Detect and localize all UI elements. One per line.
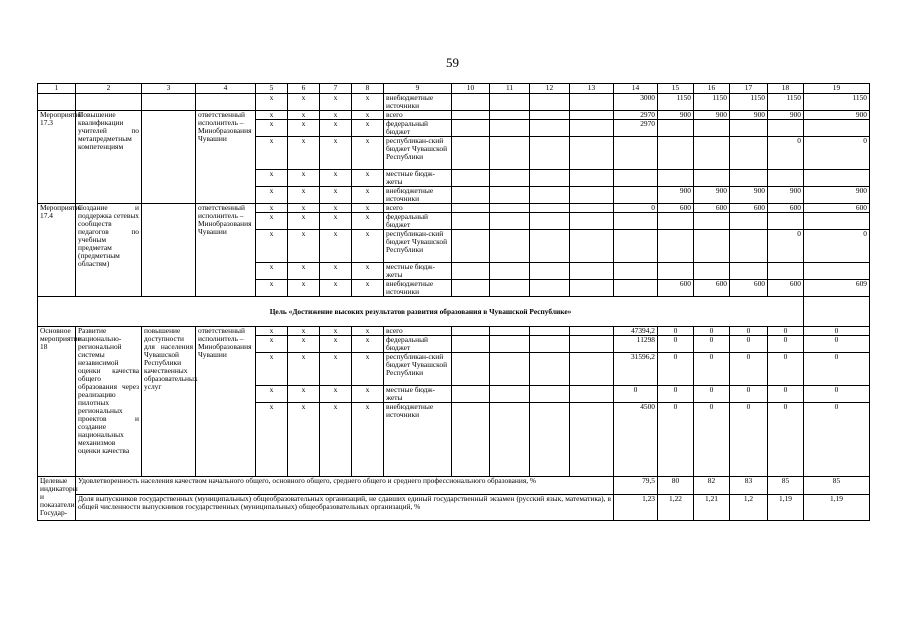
- value-cell: 1150: [730, 94, 768, 111]
- x-cell: x: [288, 353, 320, 386]
- value-cell: 85: [804, 477, 870, 495]
- x-cell: x: [352, 336, 384, 353]
- value-cell: 900: [730, 187, 768, 204]
- value-cell: 900: [694, 111, 730, 120]
- value-cell: 600: [658, 280, 694, 297]
- value-cell: 31596,2: [614, 353, 658, 386]
- x-cell: x: [256, 170, 288, 187]
- x-cell: x: [288, 94, 320, 111]
- source-label: всего: [384, 111, 452, 120]
- header-cell: 17: [730, 84, 768, 94]
- indicator-text: Удовлетворенность населения качеством начального общего, основного общего, среднего общего и среднего профессионального образования, %: [76, 477, 614, 495]
- header-cell: 5: [256, 84, 288, 94]
- value-cell: 600: [730, 280, 768, 297]
- x-cell: x: [288, 280, 320, 297]
- value-cell: 0: [694, 353, 730, 386]
- x-cell: x: [320, 111, 352, 120]
- header-cell: 12: [530, 84, 570, 94]
- value-cell: 0: [694, 336, 730, 353]
- program-table: [37, 83, 870, 521]
- x-cell: x: [288, 111, 320, 120]
- indicator-text: Доля выпускников государственных (муниципальных) общеобразовательных организаций, не сдавших единый государственный экзамен (русский язык, математика), в общей численности выпускников государственных (муниципальных) общеобразовательных организаций, %: [76, 495, 614, 521]
- value-cell: 600: [658, 204, 694, 213]
- x-cell: x: [256, 280, 288, 297]
- table-row: [38, 327, 870, 336]
- value-cell: 0: [694, 327, 730, 336]
- source-label: внебюджетные источники: [384, 280, 452, 297]
- x-cell: x: [288, 327, 320, 336]
- x-cell: x: [288, 170, 320, 187]
- source-label: республикан-ский бюджет Чувашской Республики: [384, 137, 452, 170]
- source-label: местные бюдж-жеты: [384, 263, 452, 280]
- x-cell: x: [320, 386, 352, 403]
- x-cell: x: [320, 263, 352, 280]
- x-cell: x: [256, 353, 288, 386]
- header-cell: 15: [658, 84, 694, 94]
- x-cell: x: [352, 280, 384, 297]
- x-cell: x: [288, 386, 320, 403]
- value-cell: 3000: [614, 94, 658, 111]
- x-cell: x: [288, 204, 320, 213]
- x-cell: x: [352, 353, 384, 386]
- header-cell: 4: [196, 84, 256, 94]
- x-cell: x: [256, 263, 288, 280]
- value-cell: 900: [658, 187, 694, 204]
- measure-name: Мероприятие 17.4: [38, 204, 76, 297]
- x-cell: x: [320, 137, 352, 170]
- x-cell: x: [352, 111, 384, 120]
- value-cell: 900: [658, 111, 694, 120]
- measure-executor: ответственный исполнитель – Минобразования Чувашии: [196, 204, 256, 297]
- x-cell: x: [352, 120, 384, 137]
- header-cell: 2: [76, 84, 142, 94]
- measure-name: Мероприятие 17.3: [38, 111, 76, 204]
- value-cell: 0: [804, 137, 870, 170]
- value-cell: 0: [768, 353, 804, 386]
- x-cell: x: [256, 213, 288, 230]
- value-cell: 1,22: [658, 495, 694, 521]
- source-label: всего: [384, 327, 452, 336]
- x-cell: x: [320, 94, 352, 111]
- value-cell: 85: [768, 477, 804, 495]
- table-row: [38, 94, 870, 111]
- value-cell: 600: [694, 280, 730, 297]
- measure-title: Развитие национально-региональной системы независимой оценки качества общего образования через реализацию пилотных региональных проектов и создание национальных механизмов оценки качества: [76, 327, 142, 477]
- x-cell: x: [352, 230, 384, 263]
- goal-row: [38, 297, 870, 327]
- header-cell: 19: [804, 84, 870, 94]
- x-cell: x: [256, 187, 288, 204]
- value-cell: 600: [804, 204, 870, 213]
- goal-title: Цель «Достижение высоких результатов развития образования в Чувашской Республике»: [38, 297, 804, 327]
- value-cell: 0: [658, 403, 694, 477]
- header-row: [38, 84, 870, 94]
- value-cell: 80: [658, 477, 694, 495]
- header-cell: 9: [384, 84, 452, 94]
- measure-goal: повышение доступности для населения Чувашской Республики качественных образовательных услуг: [142, 327, 196, 477]
- value-cell: 1150: [694, 94, 730, 111]
- value-cell: 47394,2: [614, 327, 658, 336]
- header-cell: 3: [142, 84, 196, 94]
- x-cell: x: [288, 137, 320, 170]
- measure-executor: ответственный исполнитель – Минобразования Чувашии: [196, 111, 256, 204]
- x-cell: x: [256, 111, 288, 120]
- x-cell: x: [320, 403, 352, 477]
- value-cell: 0: [768, 230, 804, 263]
- table-row: [38, 204, 870, 213]
- x-cell: x: [256, 403, 288, 477]
- value-cell: 0: [768, 137, 804, 170]
- value-cell: 900: [768, 111, 804, 120]
- source-label: местные бюдж-жеты: [384, 170, 452, 187]
- x-cell: x: [288, 187, 320, 204]
- value-cell: 1,21: [694, 495, 730, 521]
- table-row: [38, 111, 870, 120]
- header-cell: 10: [452, 84, 490, 94]
- source-label: всего: [384, 204, 452, 213]
- value-cell: 0: [694, 403, 730, 477]
- source-label: федеральный бюджет: [384, 120, 452, 137]
- x-cell: x: [320, 353, 352, 386]
- x-cell: x: [320, 327, 352, 336]
- x-cell: x: [288, 263, 320, 280]
- value-cell: 0: [694, 386, 730, 403]
- x-cell: x: [288, 230, 320, 263]
- value-cell: 1150: [768, 94, 804, 111]
- x-cell: x: [320, 204, 352, 213]
- value-cell: 0: [614, 204, 658, 213]
- x-cell: x: [320, 213, 352, 230]
- value-cell: 0: [804, 353, 870, 386]
- source-label: внебюджетные источники: [384, 403, 452, 477]
- value-cell: 900: [768, 187, 804, 204]
- x-cell: x: [320, 187, 352, 204]
- measure-title: Повышение квалификации учителей по метапредметным компетенциям: [76, 111, 142, 204]
- value-cell: 1,19: [804, 495, 870, 521]
- x-cell: x: [352, 403, 384, 477]
- x-cell: x: [288, 403, 320, 477]
- value-cell: 0: [804, 403, 870, 477]
- x-cell: x: [352, 327, 384, 336]
- value-cell: 0: [730, 403, 768, 477]
- x-cell: x: [320, 336, 352, 353]
- value-cell: 1,23: [614, 495, 658, 521]
- header-cell: 11: [490, 84, 530, 94]
- indicator-row: [38, 477, 870, 495]
- value-cell: 0: [730, 336, 768, 353]
- page-number: 59: [446, 55, 459, 70]
- source-label: местные бюдж-жеты: [384, 386, 452, 403]
- indicator-row: [38, 495, 870, 521]
- value-cell: 900: [804, 111, 870, 120]
- x-cell: x: [352, 213, 384, 230]
- value-cell: 11298: [614, 336, 658, 353]
- x-cell: x: [256, 386, 288, 403]
- x-cell: x: [256, 137, 288, 170]
- header-cell: 6: [288, 84, 320, 94]
- header-cell: 18: [768, 84, 804, 94]
- value-cell: 900: [804, 187, 870, 204]
- value-cell: 0: [658, 327, 694, 336]
- value-cell: 0: [768, 327, 804, 336]
- x-cell: x: [352, 170, 384, 187]
- value-cell: 0: [804, 230, 870, 263]
- measure-name: Основное мероприятие 18: [38, 327, 76, 477]
- x-cell: x: [320, 230, 352, 263]
- value-cell: 1150: [804, 94, 870, 111]
- value-cell: 0: [804, 386, 870, 403]
- value-cell: 900: [730, 111, 768, 120]
- x-cell: x: [352, 263, 384, 280]
- x-cell: x: [256, 94, 288, 111]
- x-cell: x: [352, 204, 384, 213]
- x-cell: x: [256, 336, 288, 353]
- value-cell: 79,5: [614, 477, 658, 495]
- source-label: внебюджетные источники: [384, 187, 452, 204]
- indicators-label: Целевые индикаторы и показатели Государ-: [38, 477, 76, 521]
- measure-executor: ответственный исполнитель – Минобразования Чувашии: [196, 327, 256, 477]
- x-cell: x: [256, 204, 288, 213]
- value-cell: 0: [730, 327, 768, 336]
- x-cell: x: [352, 187, 384, 204]
- value-cell: 600: [768, 204, 804, 213]
- value-cell: 900: [694, 187, 730, 204]
- value-cell: 600: [694, 204, 730, 213]
- source-label: федеральный бюджет: [384, 213, 452, 230]
- value-cell: 1,2: [730, 495, 768, 521]
- value-cell: 0: [658, 353, 694, 386]
- measure-title: Создание и поддержка сетевых сообществ педагогов по учебным предметам (предметным областям): [76, 204, 142, 297]
- x-cell: x: [288, 336, 320, 353]
- source-label: республикан-ский бюджет Чувашской Республики: [384, 230, 452, 263]
- value-cell: 600: [768, 280, 804, 297]
- x-cell: x: [288, 120, 320, 137]
- source-label: внебюджетные источники: [384, 94, 452, 111]
- x-cell: x: [352, 386, 384, 403]
- value-cell: 83: [730, 477, 768, 495]
- x-cell: x: [256, 120, 288, 137]
- x-cell: x: [288, 213, 320, 230]
- header-cell: 13: [570, 84, 614, 94]
- x-cell: x: [320, 170, 352, 187]
- x-cell: x: [352, 94, 384, 111]
- header-cell: 1: [38, 84, 76, 94]
- source-label: республикан-ский бюджет Чувашской Республики: [384, 353, 452, 386]
- header-cell: 16: [694, 84, 730, 94]
- value-cell: 0: [768, 386, 804, 403]
- value-cell: 0: [804, 327, 870, 336]
- value-cell: 0: [658, 386, 694, 403]
- value-cell: 0: [768, 403, 804, 477]
- value-cell: 600: [730, 204, 768, 213]
- x-cell: x: [320, 280, 352, 297]
- header-cell: 7: [320, 84, 352, 94]
- value-cell: 4500: [614, 403, 658, 477]
- value-cell: 0: [658, 336, 694, 353]
- x-cell: x: [352, 137, 384, 170]
- header-cell: 14: [614, 84, 658, 94]
- value-cell: 2970: [614, 120, 658, 137]
- value-cell: 2970: [614, 111, 658, 120]
- value-cell: 0: [730, 353, 768, 386]
- value-cell: 1,19: [768, 495, 804, 521]
- x-cell: x: [320, 120, 352, 137]
- value-cell: 609: [804, 280, 870, 297]
- value-cell: 82: [694, 477, 730, 495]
- source-label: федеральный бюджет: [384, 336, 452, 353]
- value-cell: 1150: [658, 94, 694, 111]
- value-cell: 0: [768, 336, 804, 353]
- x-cell: x: [256, 230, 288, 263]
- x-cell: x: [256, 327, 288, 336]
- value-cell: 0: [614, 386, 658, 403]
- value-cell: 0: [730, 386, 768, 403]
- header-cell: 8: [352, 84, 384, 94]
- value-cell: 0: [804, 336, 870, 353]
